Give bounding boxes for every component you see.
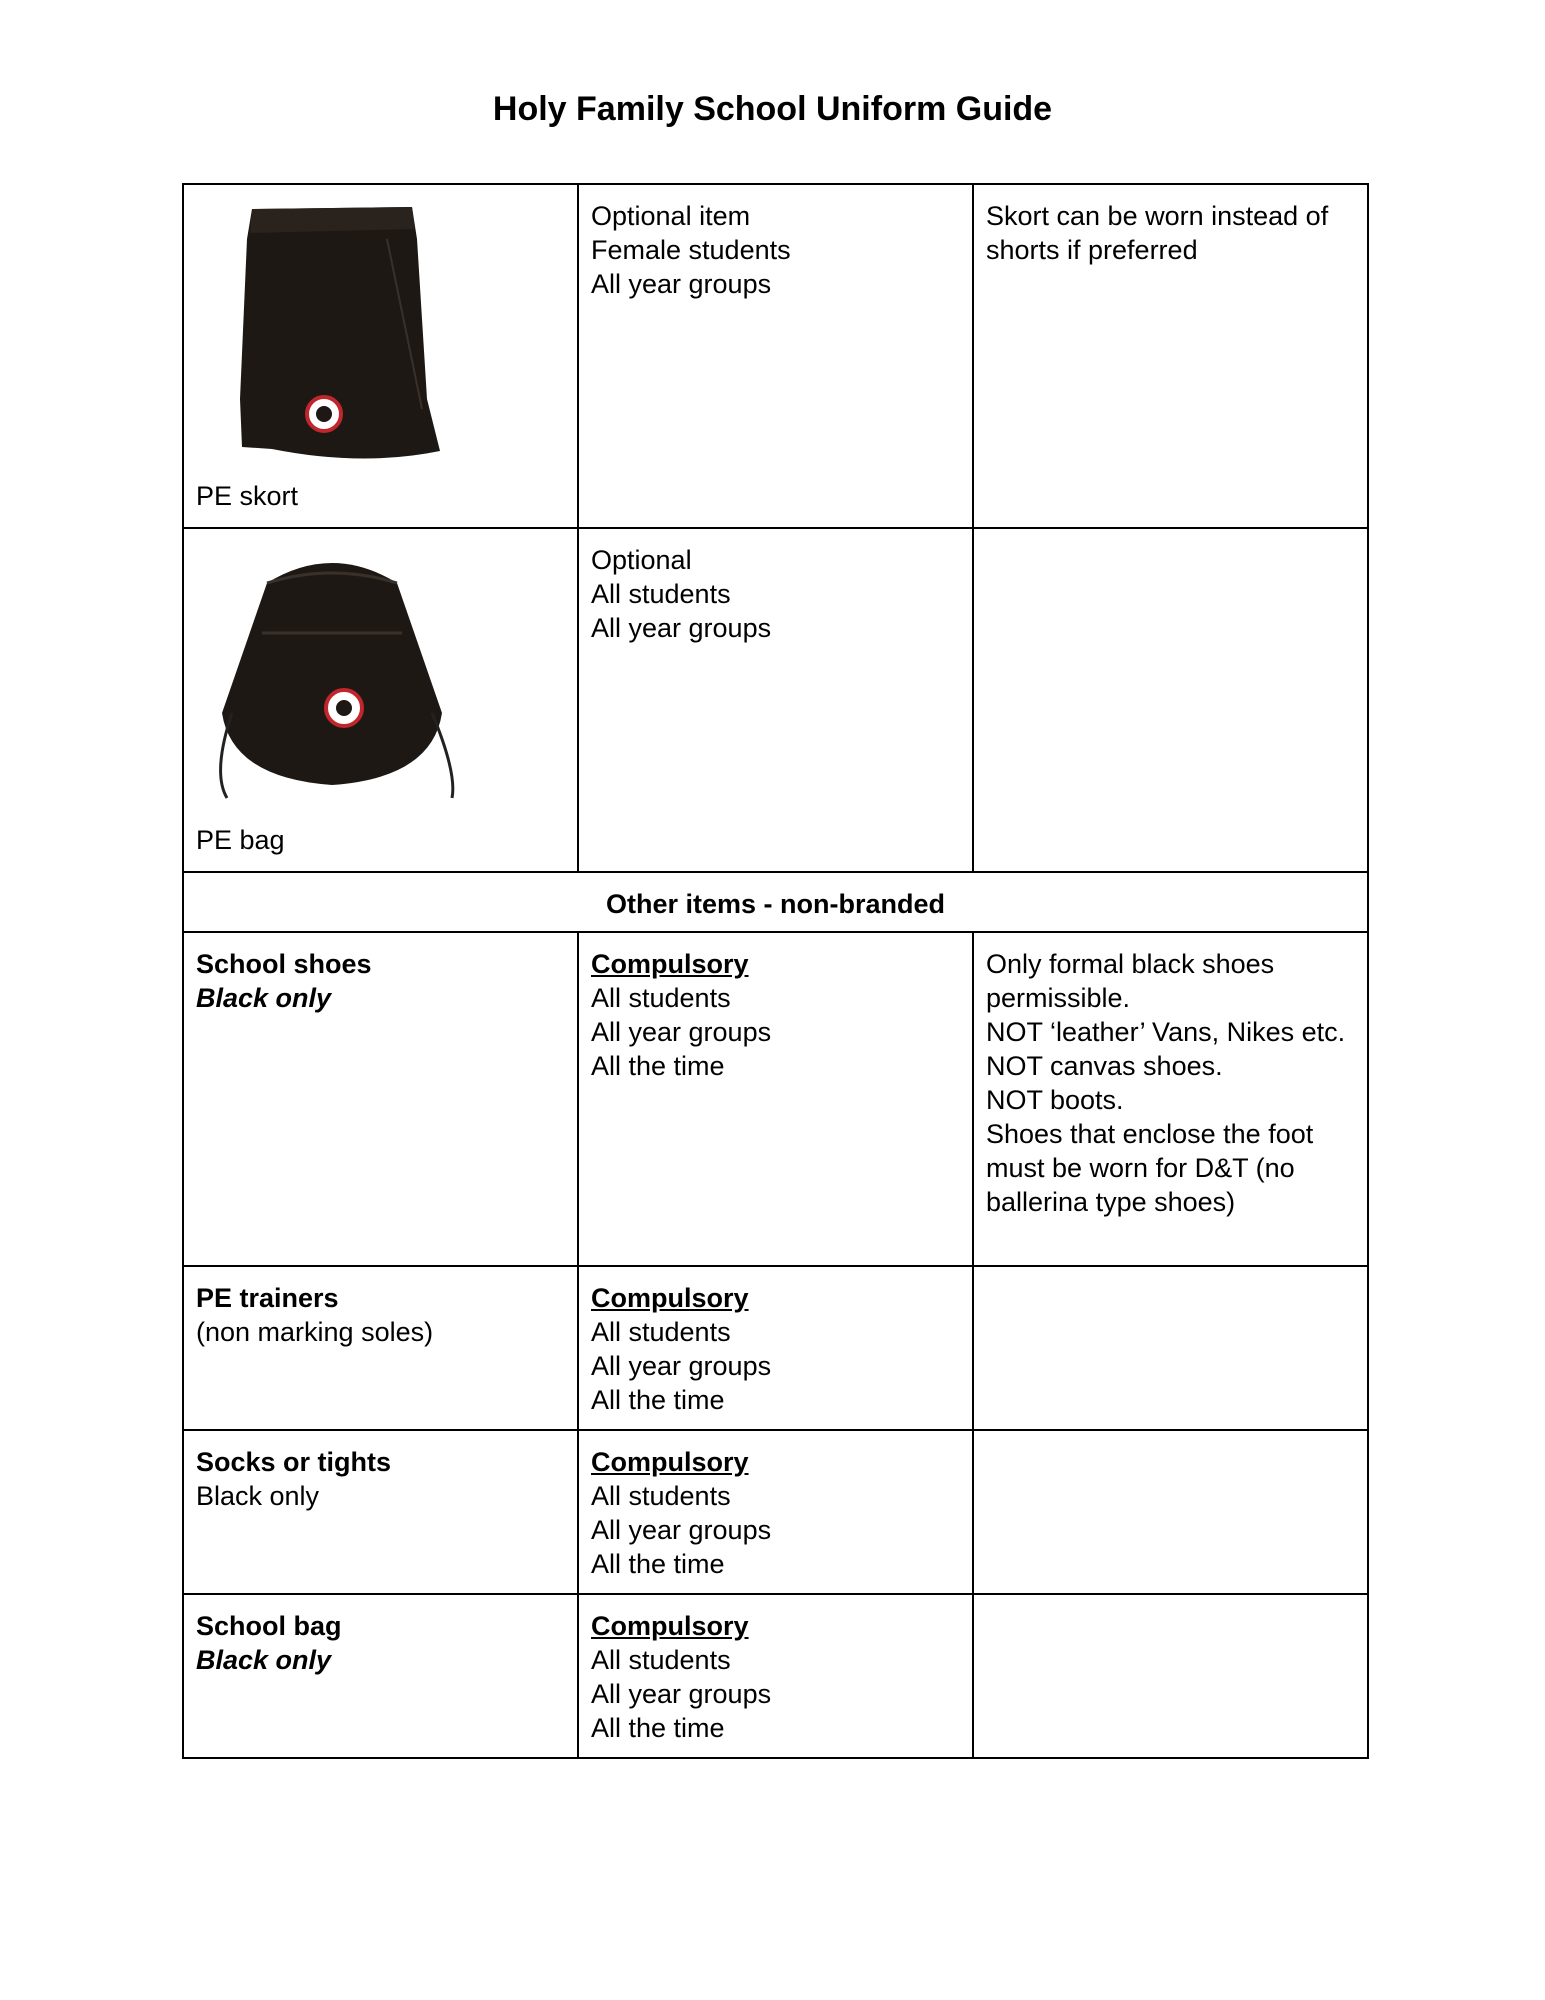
requirement-line: All year groups bbox=[591, 613, 772, 643]
requirement-line: All year groups bbox=[591, 1351, 772, 1381]
notes-cell bbox=[973, 528, 1368, 872]
item-caption: PE bag bbox=[196, 825, 285, 855]
pe-bag-image bbox=[192, 543, 472, 813]
notes-cell bbox=[973, 1266, 1368, 1430]
item-image-cell bbox=[183, 184, 578, 528]
item-name-cell bbox=[183, 1430, 578, 1594]
notes-text: Skort can be worn instead of shorts if preferred bbox=[986, 201, 1329, 265]
status-label: Compulsory bbox=[591, 1283, 749, 1313]
requirement-line: All students bbox=[591, 579, 731, 609]
status-label: Compulsory bbox=[591, 1447, 749, 1477]
requirement-line: All year groups bbox=[591, 1017, 772, 1047]
requirement-line: All year groups bbox=[591, 1679, 772, 1709]
requirement-line: All year groups bbox=[591, 1515, 772, 1545]
item-name: School bag bbox=[196, 1611, 342, 1641]
requirement-line: Female students bbox=[591, 235, 791, 265]
section-heading: Other items - non-branded bbox=[183, 872, 1368, 932]
notes-cell bbox=[973, 1594, 1368, 1758]
requirement-cell bbox=[578, 184, 973, 528]
table-row bbox=[183, 528, 1368, 872]
requirement-cell bbox=[578, 1594, 973, 1758]
requirement-cell bbox=[578, 1266, 973, 1430]
notes-cell bbox=[973, 184, 1368, 528]
notes-line: NOT canvas shoes. bbox=[986, 1051, 1223, 1081]
table-row bbox=[183, 932, 1368, 1266]
notes-line: Shoes that enclose the foot must be worn for D&T (no ballerina type shoes) bbox=[986, 1119, 1314, 1217]
requirement-cell bbox=[578, 528, 973, 872]
table-row bbox=[183, 1266, 1368, 1430]
requirement-line: All year groups bbox=[591, 269, 772, 299]
requirement-line: Optional bbox=[591, 545, 692, 575]
table-row bbox=[183, 1594, 1368, 1758]
item-name-cell bbox=[183, 932, 578, 1266]
item-name: PE trainers bbox=[196, 1283, 339, 1313]
page-title: Holy Family School Uniform Guide bbox=[492, 90, 1053, 128]
table-row bbox=[183, 1430, 1368, 1594]
item-detail: Black only bbox=[196, 1645, 332, 1675]
status-label: Compulsory bbox=[591, 949, 749, 979]
requirement-line: All the time bbox=[591, 1385, 725, 1415]
item-name-cell bbox=[183, 1594, 578, 1758]
notes-cell bbox=[973, 1430, 1368, 1594]
status-label: Compulsory bbox=[591, 1611, 749, 1641]
table-row bbox=[183, 184, 1368, 528]
notes-line: NOT ‘leather’ Vans, Nikes etc. bbox=[986, 1017, 1346, 1047]
requirement-line: All students bbox=[591, 983, 731, 1013]
pe-skort-image bbox=[212, 199, 452, 469]
notes-line: NOT boots. bbox=[986, 1085, 1124, 1115]
item-detail: Black only bbox=[196, 1481, 320, 1511]
requirement-cell bbox=[578, 932, 973, 1266]
requirement-line: All the time bbox=[591, 1713, 725, 1743]
item-name: Socks or tights bbox=[196, 1447, 392, 1477]
requirement-cell bbox=[578, 1430, 973, 1594]
notes-line: Only formal black shoes permissible. bbox=[986, 949, 1275, 1013]
requirement-line: All students bbox=[591, 1645, 731, 1675]
requirement-line: All the time bbox=[591, 1051, 725, 1081]
item-name-cell bbox=[183, 1266, 578, 1430]
section-heading-row bbox=[183, 872, 1368, 932]
item-detail: (non marking soles) bbox=[196, 1317, 434, 1347]
item-detail: Black only bbox=[196, 983, 332, 1013]
requirement-line: All the time bbox=[591, 1549, 725, 1579]
item-name: School shoes bbox=[196, 949, 372, 979]
requirement-line: All students bbox=[591, 1317, 731, 1347]
notes-cell bbox=[973, 932, 1368, 1266]
item-caption: PE skort bbox=[196, 481, 299, 511]
requirement-line: All students bbox=[591, 1481, 731, 1511]
uniform-table bbox=[182, 183, 1369, 1759]
requirement-line: Optional item bbox=[591, 201, 751, 231]
item-image-cell bbox=[183, 528, 578, 872]
